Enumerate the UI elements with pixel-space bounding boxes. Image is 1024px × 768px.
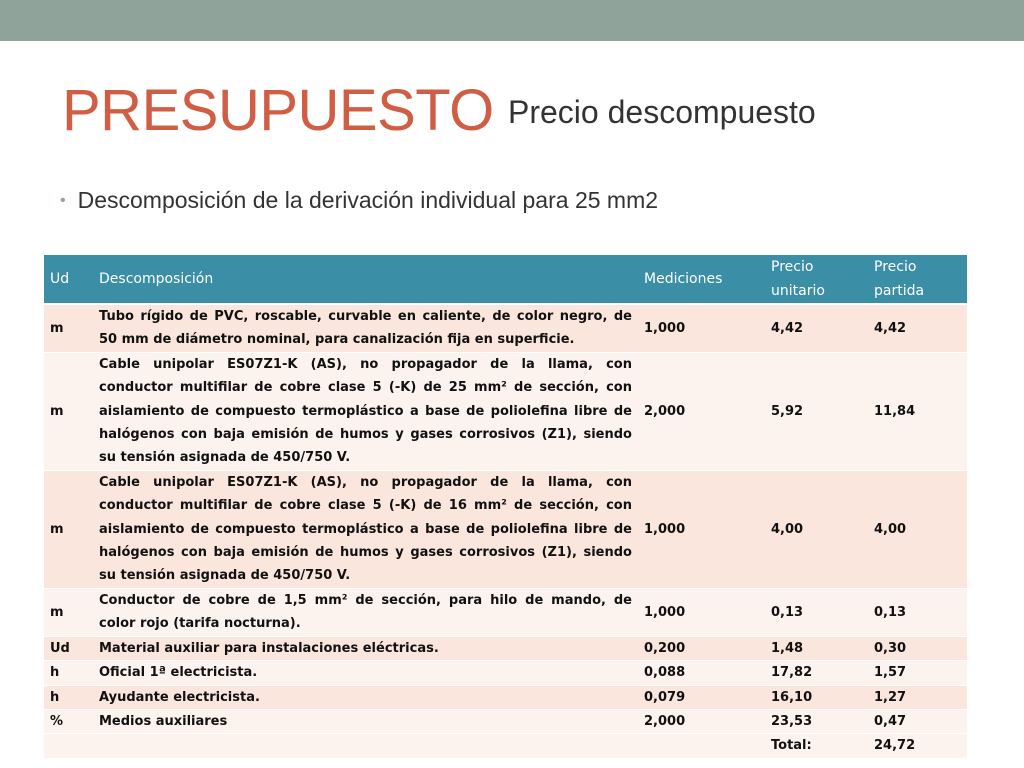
total-value: 24,72 <box>868 734 967 758</box>
cell-ud: Ud <box>44 636 93 660</box>
cell-ud: h <box>44 685 93 709</box>
cell-mediciones: 1,000 <box>638 588 765 636</box>
table-row <box>44 709 967 733</box>
budget-table <box>44 255 967 759</box>
cell-precio-unitario: 4,00 <box>765 470 868 588</box>
cell-empty <box>44 734 93 758</box>
table-row <box>44 685 967 709</box>
cell-descripcion: Oficial 1ª electricista. <box>93 661 638 685</box>
cell-ud: m <box>44 588 93 636</box>
cell-descripcion: Medios auxiliares <box>93 709 638 733</box>
bullet-text: Descomposición de la derivación individual para 25 mm2 <box>77 187 659 213</box>
cell-ud: m <box>44 304 93 352</box>
cell-ud: m <box>44 470 93 588</box>
cell-descripcion: Material auxiliar para instalaciones eléctricas. <box>93 636 638 660</box>
header-precio-partida: Precio partida <box>868 255 967 304</box>
cell-precio-partida: 11,84 <box>868 352 967 470</box>
cell-ud: h <box>44 661 93 685</box>
top-band <box>0 0 1024 41</box>
cell-empty <box>93 734 638 758</box>
total-label: Total: <box>765 734 868 758</box>
table-row <box>44 661 967 685</box>
table-row <box>44 304 967 352</box>
cell-descripcion: Tubo rígido de PVC, roscable, curvable en caliente, de color negro, de 50 mm de diámetro nominal, para canalización fija en superficie. <box>93 304 638 352</box>
cell-precio-unitario: 17,82 <box>765 661 868 685</box>
bullet-point <box>60 187 658 215</box>
cell-mediciones: 0,088 <box>638 661 765 685</box>
cell-descripcion: Cable unipolar ES07Z1-K (AS), no propagador de la llama, con conductor multifilar de cobre clase 5 (-K) de 25 mm² de sección, con aislamiento de compuesto termoplástico a base de poliolefina libre de halógenos con baja emisión de humos y gases corrosivos (Z1), siendo su tensión asignada de 450/750 V. <box>93 352 638 470</box>
cell-precio-partida: 0,47 <box>868 709 967 733</box>
cell-mediciones: 0,200 <box>638 636 765 660</box>
header-mediciones: Mediciones <box>638 255 765 304</box>
cell-precio-partida: 1,27 <box>868 685 967 709</box>
cell-precio-partida: 4,42 <box>868 304 967 352</box>
cell-mediciones: 2,000 <box>638 352 765 470</box>
cell-ud: m <box>44 352 93 470</box>
table-row <box>44 636 967 660</box>
cell-precio-unitario: 4,42 <box>765 304 868 352</box>
cell-mediciones: 1,000 <box>638 470 765 588</box>
cell-mediciones: 2,000 <box>638 709 765 733</box>
cell-precio-unitario: 5,92 <box>765 352 868 470</box>
cell-mediciones: 0,079 <box>638 685 765 709</box>
cell-descripcion: Ayudante electricista. <box>93 685 638 709</box>
cell-precio-unitario: 16,10 <box>765 685 868 709</box>
header-precio-unitario: Precio unitario <box>765 255 868 304</box>
slide-subtitle: Precio descompuesto <box>508 94 816 130</box>
slide-title: PRESUPUESTO <box>62 78 494 143</box>
cell-precio-partida: 0,13 <box>868 588 967 636</box>
cell-ud: % <box>44 709 93 733</box>
cell-mediciones: 1,000 <box>638 304 765 352</box>
cell-precio-partida: 4,00 <box>868 470 967 588</box>
table-row <box>44 470 967 588</box>
header-ud: Ud <box>44 255 93 304</box>
bullet-dot-icon: • <box>60 192 66 209</box>
cell-descripcion: Conductor de cobre de 1,5 mm² de sección, para hilo de mando, de color rojo (tarifa nocturna). <box>93 588 638 636</box>
cell-empty <box>638 734 765 758</box>
cell-precio-unitario: 1,48 <box>765 636 868 660</box>
cell-descripcion: Cable unipolar ES07Z1-K (AS), no propagador de la llama, con conductor multifilar de cobre clase 5 (-K) de 16 mm² de sección, con aislamiento de compuesto termoplástico a base de poliolefina libre de halógenos con baja emisión de humos y gases corrosivos (Z1), siendo su tensión asignada de 450/750 V. <box>93 470 638 588</box>
header-descomposicion: Descomposición <box>93 255 638 304</box>
cell-precio-unitario: 23,53 <box>765 709 868 733</box>
table-row <box>44 588 967 636</box>
cell-precio-partida: 0,30 <box>868 636 967 660</box>
cell-precio-partida: 1,57 <box>868 661 967 685</box>
table-row <box>44 352 967 470</box>
cell-precio-unitario: 0,13 <box>765 588 868 636</box>
table-header-row <box>44 255 967 304</box>
total-row <box>44 734 967 758</box>
